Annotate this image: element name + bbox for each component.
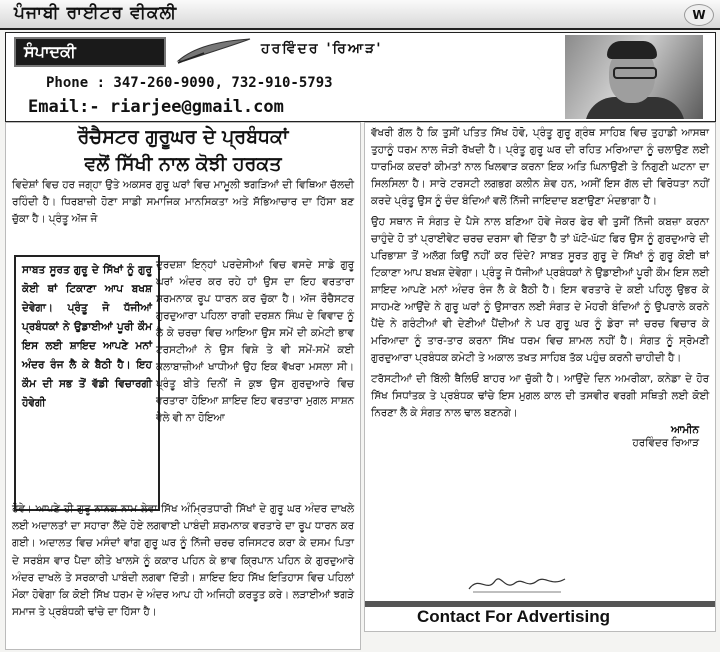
article-paragraph-2: ਉਹ ਸਥਾਨ ਜੋ ਸੰਗਤ ਦੇ ਪੈਸੇ ਨਾਲ ਬਣਿਆ ਹੋਵੇ ਜੇਕਰ ਫੇਰ ਵੀ ਤੁਸੀਂ ਨਿੱਜੀ ਕਬਜ਼ਾ ਕਰਨਾ ਚਾਹੁੰਦੇ ਹੋ ਤਾਂ ਪ੍ਰਾਈਵੇਟ ਚਰਚ ਦਰਸਾ ਵੀ ਦਿੱਤਾ ਹੈ ਤਾਂ ਘੱਟੋ-ਘੱਟ ਫਿਰ ਉਸ ਨੂੰ ਗੁਰਦੁਆਰੇ ਦੀ ਪਰਿਭਾਸ਼ਾ ਤੋਂ ਅਲੱਗ ਕਿਉਂ ਨਹੀਂ ਕਰ ਦਿੰਦੇ? ਸਾਬਤ ਸੂਰਤ ਗੁਰੂ ਦੇ ਸਿੱਖਾਂ ਨੂੰ ਗੁਰੂ ਕੋਈ ਥਾਂ ਟਿਕਾਣਾ ਆਪ ਬਖਸ਼ ਦੇਵੇਗਾ। ਪ੍ਰੰਤੂ ਜੋ ਧੱਜੀਆਂ ਪ੍ਰਬੰਧਕਾਂ ਨੇ ਉਡਾਈਆਂ ਪੂਰੀ ਕੌਮ ਇਸ ਲਈ ਸ਼ਾਇਦ ਆਪਣੇ ਮਨਾਂ ਅੰਦਰ ਰੰਜ ਲੈ ਕੇ ਬੈਠੀ ਹੈ। ਇਸ ਵਰਤਾਰੇ ਦੇ ਕਈ ਪਹਿਲੂ ਉਭਰ ਕੇ ਸਾਹਮਣੇ ਆਉਂਦੇ ਨੇ ਗੁਰੂ ਘਰਾਂ ਨੂੰ ਉਸਾਰਨ ਲਈ ਸੰਗਤ ਦੇ ਮੋਹਰੀ ਬੰਦਿਆਂ ਨੂੰ ਉਪਰਾਲੇ ਕਰਨੇ ਪੈਂਦੇ ਨੇ ਗਰੰਟੀਆਂ ਵੀ ਦੇਣੀਆਂ ਪੈਂਦੀਆਂ ਨੇ ਪਰ ਗੁਰੂ ਘਰ ਨੂੰ ਡੇਰਾ ਜਾਂ ਚਰਚ ਵਿਚਾਰ ਕੇ ਮਰਿਆਦਾ ਨੂੰ ਤਾਰ-ਤਾਰ ਕਰਨਾ ਸਿੱਖ ਧਰਮ ਵਿਚ ਸ਼ਾਮਲ ਨਹੀਂ ਹੈ। ਸੰਗਤ ਨੂੰ ਸ੍ਰੋਮਣੀ ਗੁਰਦੁਆਰਾ ਪ੍ਰਬੰਧਕ ਕਮੇਟੀ ਤੇ ਅਕਾਲ ਤਖਤ ਸਾਹਿਬ ਤੱਕ ਪਹੁੰਚ ਕਰਨੀ ਚਾਹੀਦੀ ਹੈ। [371, 216, 709, 364]
section-label: ਸੰਪਾਦਕੀ [14, 37, 166, 67]
masthead [0, 0, 720, 30]
headline-line-2: ਵਲੋਂ ਸਿੱਖੀ ਨਾਲ ਕੋਝੀ ਹਰਕਤ [84, 153, 282, 175]
article-intro: ਵਿਦੇਸ਼ਾਂ ਵਿਚ ਹਰ ਜਗ੍ਹਾ ਉਤੇ ਅਕਸਰ ਗੁਰੂ ਘਰਾਂ ਵਿਚ ਮਾਮੂਲੀ ਝਗੜਿਆਂ ਦੀ ਵਿਥਿਆ ਚੱਲਦੀ ਰਹਿੰਦੀ ਹੈ। ਧਿਰਬਾਜ਼ੀ ਹੋਣਾ ਸਾਡੀ ਸਮਾਜਿਕ ਮਾਨਸਿਕਤਾ ਅਤੇ ਸੱਭਿਆਚਾਰ ਦਾ ਹਿੱਸਾ ਬਣ ਚੁੱਕਾ ਹੈ। ਪ੍ਰੰਤੂ ਅੱਜ ਜੋ [12, 179, 354, 225]
newspaper-title: ਪੰਜਾਬੀ ਰਾਈਟਰ ਵੀਕਲੀ [14, 3, 178, 23]
pull-quote: ਸਾਬਤ ਸੂਰਤ ਗੁਰੂ ਦੇ ਸਿੱਖਾਂ ਨੂੰ ਗੁਰੂ ਕੋਈ ਥਾਂ ਟਿਕਾਣਾ ਆਪ ਬਖਸ਼ ਦੇਵੇਗਾ। ਪ੍ਰੰਤੂ ਜੋ ਧੱਜੀਆਂ ਪ੍ਰਬੰਧਕਾਂ ਨੇ ਉਡਾਈਆਂ ਪੂਰੀ ਕੌਮ ਇਸ ਲਈ ਸ਼ਾਇਦ ਆਪਣੇ ਮਨਾਂ ਅੰਦਰ ਰੰਜ ਲੈ ਕੇ ਬੈਠੀ ਹੈ। ਇਹ ਕੌਮ ਦੀ ਸਭ ਤੋਂ ਵੱਡੀ ਵਿਚਾਰਗੀ ਹੋਵੇਗੀ [14, 255, 160, 511]
signature-image [465, 571, 575, 595]
phone-numbers: Phone : 347-260-9090, 732-910-5793 [46, 75, 333, 91]
email-address: Email:- riarjee@gmail.com [28, 97, 284, 117]
article-bottom-text: ਹੋਵੇ। ਆਪਣੇ ਹੀ ਗੁਰੂ ਨਾਨਕ ਨਾਮ ਲੇਵਾ ਸਿੱਖ ਅੰਮ੍ਰਿਤਧਾਰੀ ਸਿੱਖਾਂ ਦੇ ਗੁਰੂ ਘਰ ਅੰਦਰ ਦਾਖਲੇ ਲਈ ਅਦਾਲਤਾਂ ਦਾ ਸਹਾਰਾ ਲੈਂਦੇ ਹੋਏ ਲਗਵਾਈ ਪਾਬੰਦੀ ਸ਼ਰਮਨਾਕ ਵਰਤਾਰੇ ਦਾ ਰੂਪ ਧਾਰਨ ਕਰ ਗਈ। ਅਦਾਲਤ ਵਿਚ ਮਸੰਦਾਂ ਵਾਂਗ ਗੁਰੂ ਘਰ ਨੂੰ ਨਿੱਜੀ ਚਰਚ ਰਜਿਸਟਰ ਕਰਾ ਕੇ ਦਸਮ ਪਿਤਾ ਦੇ ਸਰਬੰਸ ਵਾਰ ਪੈਦਾ ਕੀਤੇ ਖਾਲਸੇ ਨੂੰ ਕਕਾਰ ਪਹਿਨ ਕੇ ਭਾਵ ਕ੍ਰਿਪਾਨ ਪਹਿਨ ਕੇ ਗੁਰਦੁਆਰੇ ਅੰਦਰ ਦਾਖਲੇ ਤੇ ਸਰਕਾਰੀ ਪਾਬੰਦੀ ਲਗਵਾ ਦਿੱਤੀ। ਸ਼ਾਇਦ ਇਹ ਸਿੱਖ ਇਤਿਹਾਸ ਵਿਚ ਪਹਿਲਾਂ ਮੌਕਾ ਹੋਵੇਗਾ ਕਿ ਕੋਈ ਸਿੱਖ ਧਰਮ ਦੇ ਅੰਦਰ ਆਪ ਹੀ ਅਜਿਹੀ ਕਰਤੂਤ ਕਰੇ। ਲੜਾਈਆਂ ਝਗੜੇ ਸਮਾਜ ਤੇ ਪ੍ਰਬੰਧਕੀ ਢਾਂਚੇ ਦਾ ਹਿੱਸਾ ਹੈ। [12, 503, 354, 619]
editor-photo [565, 35, 703, 119]
article-column-left [5, 122, 361, 650]
author-name: ਹਰਵਿੰਦਰ ਰਿਆੜ [632, 437, 699, 449]
page-mark: W [684, 4, 714, 26]
editor-name: ਹਰਵਿੰਦਰ 'ਰਿਆੜ' [261, 41, 383, 57]
advertising-label: Contact For Advertising [417, 607, 610, 626]
article-paragraph-3: ਟਰੱਸਟੀਆਂ ਦੀ ਬਿੱਲੀ ਥੈਲਿਓਂ ਬਾਹਰ ਆ ਚੁੱਕੀ ਹੈ। ਆਉਂਦੇ ਦਿਨ ਅਮਰੀਕਾ, ਕਨੇਡਾ ਦੇ ਹੋਰ ਸਿੱਖ ਸਿਧਾਂਤਕ ਤੇ ਪ੍ਰਬੰਧਕ ਢਾਂਚੇ ਇਸ ਮੁਗਲ ਕਾਲ ਦੀ ਤਸਵੀਰ ਵਰਗੀ ਸਥਿਤੀ ਲਈ ਕੋਈ ਨਿਰਣਾ ਲੈ ਕੇ ਸੰਗਤ ਨਾਲ ਢਾਲ ਬਣਨਗੇ। [371, 373, 709, 419]
article-paragraph-1: ਵੱਖਰੀ ਗੱਲ ਹੈ ਕਿ ਤੁਸੀਂ ਪਤਿਤ ਸਿੱਖ ਹੋਵੋ, ਪ੍ਰੰਤੂ ਗੁਰੂ ਗ੍ਰੰਥ ਸਾਹਿਬ ਵਿਚ ਤੁਹਾਡੀ ਆਸਥਾ ਤੁਹਾਨੂੰ ਧਰਮ ਨਾਲ ਜੋੜੀ ਰੱਖਦੀ ਹੈ। ਪ੍ਰੰਤੂ ਗੁਰੂ ਘਰ ਦੀ ਰਹਿਤ ਮਰਿਆਦਾ ਨੂੰ ਚਲਾਉਣ ਲਈ ਧਾਰਮਿਕ ਕਦਰਾਂ ਕੀਮਤਾਂ ਨਾਲ ਖਿਲਵਾੜ ਕਰਨਾ ਇਕ ਅਤਿ ਘਿਨਾਉਣੀ ਤੇ ਨਿਗੁਣੀ ਘਟਨਾ ਦਾ ਸਿਲਸਿਲਾ ਹੈ। ਸਾਰੇ ਟਰਸਟੀ ਲਗਭਗ ਕਲੀਨ ਸ਼ੇਵ ਹਨ, ਅਸੀਂ ਇਸ ਗੱਲ ਦੀ ਵਿਰੋਧਤਾ ਨਹੀਂ ਕਰਦੇ ਪ੍ਰੰਤੂ ਉਸ ਨੂੰ ਚੰਦ ਬੰਦਿਆਂ ਵਲੋਂ ਨਿੱਜੀ ਜਾਇਦਾਦ ਬਣਾਉਣਾ ਮੰਦਭਾਗਾ ਹੈ। [371, 127, 709, 207]
editorial-header [5, 32, 716, 122]
closing-word: ਆਮੀਨ [670, 424, 699, 436]
quill-pen-icon [174, 37, 254, 65]
article-wrap-text: ਦੁਰਦਸ਼ਾ ਇਨ੍ਹਾਂ ਪਰਦੇਸੀਆਂ ਵਿਚ ਵਸਦੇ ਸਾਡੇ ਗੁਰੂ ਘਰਾਂ ਅੰਦਰ ਕਰ ਰਹੇ ਹਾਂ ਉਸ ਦਾ ਇਹ ਵਰਤਾਰਾ ਸ਼ਰਮਨਾਕ ਰੂਪ ਧਾਰਨ ਕਰ ਚੁੱਕਾ ਹੈ। ਅੱਜ ਰੌਚੈਸਟਰ ਗੁਰਦੁਆਰਾ ਪਹਿਲਾ ਰਾਗੀ ਦਰਸ਼ਨ ਸਿੰਘ ਦੇ ਵਿਵਾਦ ਨੂੰ ਲੈ ਕੇ ਚਰਚਾ ਵਿਚ ਆਇਆ ਉਸ ਸਮੇਂ ਦੀ ਕਮੇਟੀ ਭਾਵ ਟਰਸਟੀਆਂ ਨੇ ਉਸ ਵਿਸ਼ੇ ਤੇ ਵੀ ਸਮੇਂ-ਸਮੇਂ ਕਈ ਕਲਾਬਾਜ਼ੀਆਂ ਖਾਧੀਆਂ ਉਹ ਇਕ ਵੱਖਰਾ ਮਸਲਾ ਸੀ। ਪ੍ਰੰਤੂ ਬੀਤੇ ਦਿਨੀਂ ਜੋ ਕੁਝ ਉਸ ਗੁਰਦੁਆਰੇ ਵਿਚ ਵਰਤਾਰਾ ਹੋਇਆ ਸ਼ਾਇਦ ਇਹ ਵਰਤਾਰਾ ਮੁਗਲ ਸਾਸ਼ਨ ਵੇਲੇ ਵੀ ਨਾ ਹੋਇਆ [156, 259, 354, 424]
article-column-right [364, 122, 716, 604]
advertising-banner [364, 604, 716, 632]
headline-line-1: ਰੌਚੈਸਟਰ ਗੁਰੂਘਰ ਦੇ ਪ੍ਰਬੰਧਕਾਂ [77, 126, 289, 148]
